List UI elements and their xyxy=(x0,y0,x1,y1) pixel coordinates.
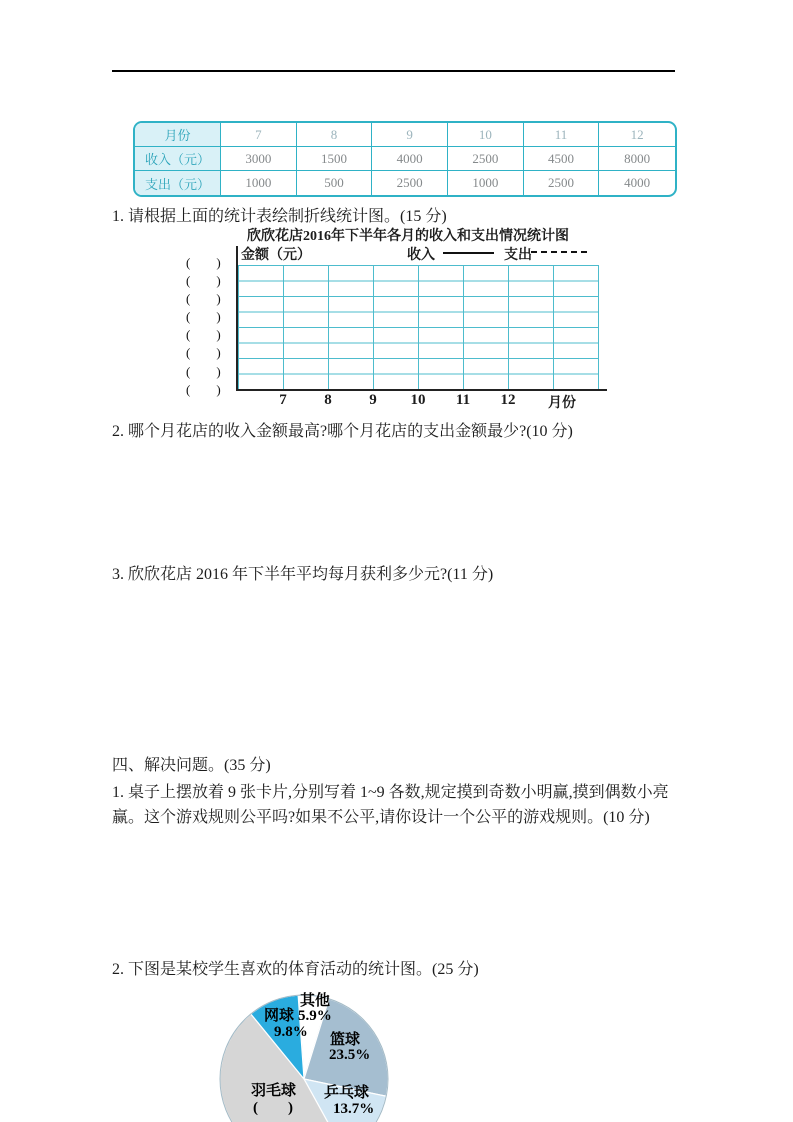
x-tick-label: 7 xyxy=(279,392,287,408)
y-scale-blank: ( ) xyxy=(186,364,221,379)
pie-value-basketball: 23.5% xyxy=(329,1047,371,1063)
question-1-text: 1. 请根据上面的统计表绘制折线统计图。(15 分) xyxy=(112,208,447,225)
x-tick-label: 8 xyxy=(324,392,332,408)
pie-label-pingpong: 乒乓球 xyxy=(324,1085,370,1101)
x-axis-line xyxy=(236,389,607,391)
table-cell-month: 12 xyxy=(599,123,675,147)
pie-value-other: 5.9% xyxy=(298,1008,332,1024)
legend-expense-line xyxy=(531,251,587,253)
pie-label-other: 其他 xyxy=(300,993,331,1009)
table-cell-income: 4000 xyxy=(372,147,448,171)
table-cell-expense: 4000 xyxy=(624,175,651,190)
legend-income-line xyxy=(443,252,494,254)
pie-label-tennis: 网球 xyxy=(264,1008,295,1024)
pie-value-badminton: ( ) xyxy=(253,1100,293,1116)
y-axis-line xyxy=(236,246,238,390)
table-cell-income: 1500 xyxy=(297,147,373,171)
line-chart-grid xyxy=(238,265,599,389)
page-divider-line xyxy=(112,70,675,72)
pie-value-pingpong: 13.7% xyxy=(333,1101,375,1117)
data-table xyxy=(133,121,677,197)
y-scale-blank: ( ) xyxy=(186,291,221,306)
table-cell-income: 2500 xyxy=(448,147,524,171)
legend-income-label: 收入 xyxy=(407,248,435,263)
x-tick-label: 11 xyxy=(455,392,471,408)
y-axis-label: 金额（元） xyxy=(241,248,311,263)
table-cell-month: 10 xyxy=(448,123,524,147)
question-2-text: 2. 哪个月花店的收入金额最高?哪个月花店的支出金额最少?(10 分) xyxy=(112,423,573,440)
y-scale-blank: ( ) xyxy=(186,255,221,270)
table-cell-income: 8000 xyxy=(599,147,675,171)
table-cell-month: 9 xyxy=(372,123,448,147)
table-cell-income: 3000 xyxy=(221,147,297,171)
table-cell-month: 8 xyxy=(297,123,373,147)
line-chart-title: 欣欣花店2016年下半年各月的收入和支出情况统计图 xyxy=(247,229,569,244)
table-cell-expense: 2500 xyxy=(524,171,600,195)
y-scale-blank: ( ) xyxy=(186,345,221,360)
section4-q1-line1: 1. 桌子上摆放着 9 张卡片,分别写着 1~9 各数,规定摸到奇数小明赢,摸到偶数小亮 xyxy=(112,784,669,801)
table-cell-month: 7 xyxy=(221,123,297,147)
x-tick-label: 10 xyxy=(410,392,426,408)
pie-label-basketball: 篮球 xyxy=(330,1032,361,1048)
pie-label-badminton: 羽毛球 xyxy=(251,1083,297,1099)
table-cell-month: 11 xyxy=(524,123,600,147)
table-row-label: 月份 xyxy=(135,123,221,147)
section4-q2-text: 2. 下图是某校学生喜欢的体育活动的统计图。(25 分) xyxy=(112,961,479,978)
table-cell-expense: 1000 xyxy=(221,171,297,195)
y-scale-blank: ( ) xyxy=(186,327,221,342)
x-tick-label: 9 xyxy=(369,392,377,408)
table-cell-income: 4500 xyxy=(524,147,600,171)
section4-q1-line2: 赢。这个游戏规则公平吗?如果不公平,请你设计一个公平的游戏规则。(10 分) xyxy=(112,809,650,826)
table-cell-expense: 2500 xyxy=(372,171,448,195)
table-cell-expense: 500 xyxy=(297,171,373,195)
table-row-label: 支出（元） xyxy=(135,171,221,195)
section-4-heading: 四、解决问题。(35 分) xyxy=(112,757,271,774)
x-axis-title: 月份 xyxy=(548,396,576,411)
question-3-text: 3. 欣欣花店 2016 年下半年平均每月获利多少元?(11 分) xyxy=(112,566,494,583)
table-cell-expense: 1000 xyxy=(448,171,524,195)
pie-value-tennis: 9.8% xyxy=(274,1024,308,1040)
table-row-label: 收入（元） xyxy=(135,147,221,171)
legend-expense-label: 支出 xyxy=(504,248,532,263)
x-tick-label: 12 xyxy=(500,392,516,408)
y-scale-blank: ( ) xyxy=(186,309,221,324)
y-scale-blank: ( ) xyxy=(186,382,221,397)
y-scale-blank: ( ) xyxy=(186,273,221,288)
